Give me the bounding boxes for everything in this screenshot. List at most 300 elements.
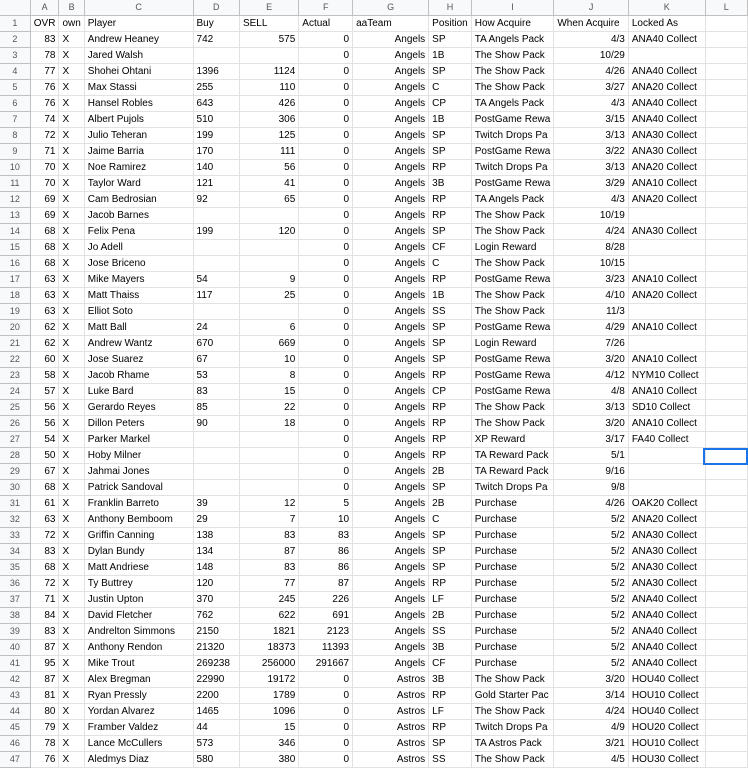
- cell[interactable]: ANA40 Collect: [628, 32, 705, 48]
- row-header[interactable]: 29: [0, 464, 30, 480]
- cell[interactable]: X: [59, 256, 84, 272]
- cell[interactable]: Matt Thaiss: [84, 288, 193, 304]
- cell[interactable]: 22990: [193, 672, 239, 688]
- cell[interactable]: 1465: [193, 704, 239, 720]
- cell[interactable]: 76: [30, 80, 59, 96]
- cell[interactable]: ANA10 Collect: [628, 416, 705, 432]
- cell[interactable]: 68: [30, 480, 59, 496]
- cell[interactable]: ANA40 Collect: [628, 640, 705, 656]
- cell[interactable]: Angels: [353, 560, 429, 576]
- cell[interactable]: [705, 336, 747, 352]
- cell[interactable]: [705, 560, 747, 576]
- cell[interactable]: 4/10: [554, 288, 629, 304]
- cell[interactable]: 18373: [239, 640, 298, 656]
- row-header[interactable]: 37: [0, 592, 30, 608]
- cell[interactable]: 0: [299, 416, 353, 432]
- cell[interactable]: Angels: [353, 592, 429, 608]
- cell[interactable]: 83: [239, 560, 298, 576]
- cell[interactable]: 90: [193, 416, 239, 432]
- cell[interactable]: 15: [239, 384, 298, 400]
- cell[interactable]: X: [59, 48, 84, 64]
- cell[interactable]: 10/15: [554, 256, 629, 272]
- row-header[interactable]: 43: [0, 688, 30, 704]
- cell[interactable]: 0: [299, 688, 353, 704]
- row-header[interactable]: 28: [0, 448, 30, 464]
- row-header[interactable]: 11: [0, 176, 30, 192]
- cell[interactable]: [239, 48, 298, 64]
- cell[interactable]: 3/13: [554, 160, 629, 176]
- cell[interactable]: 0: [299, 80, 353, 96]
- cell[interactable]: Angels: [353, 448, 429, 464]
- cell[interactable]: 83: [299, 528, 353, 544]
- cell[interactable]: 50: [30, 448, 59, 464]
- cell[interactable]: 67: [30, 464, 59, 480]
- cell[interactable]: [705, 272, 747, 288]
- cell[interactable]: 0: [299, 464, 353, 480]
- cell[interactable]: 4/12: [554, 368, 629, 384]
- cell[interactable]: Jacob Rhame: [84, 368, 193, 384]
- cell[interactable]: HOU10 Collect: [628, 688, 705, 704]
- cell[interactable]: 11/3: [554, 304, 629, 320]
- cell[interactable]: Angels: [353, 512, 429, 528]
- cell[interactable]: [705, 256, 747, 272]
- cell[interactable]: Andrelton Simmons: [84, 624, 193, 640]
- cell[interactable]: ANA20 Collect: [628, 512, 705, 528]
- cell[interactable]: [705, 128, 747, 144]
- cell[interactable]: 0: [299, 736, 353, 752]
- cell[interactable]: X: [59, 608, 84, 624]
- cell[interactable]: Angels: [353, 416, 429, 432]
- cell[interactable]: X: [59, 592, 84, 608]
- cell[interactable]: ANA10 Collect: [628, 384, 705, 400]
- cell[interactable]: 24: [193, 320, 239, 336]
- cell[interactable]: 0: [299, 720, 353, 736]
- cell[interactable]: [628, 480, 705, 496]
- cell[interactable]: Mike Mayers: [84, 272, 193, 288]
- cell[interactable]: Position: [429, 16, 472, 32]
- cell[interactable]: [239, 304, 298, 320]
- cell[interactable]: ANA30 Collect: [628, 544, 705, 560]
- cell[interactable]: Jose Briceno: [84, 256, 193, 272]
- cell[interactable]: 1124: [239, 64, 298, 80]
- cell[interactable]: [628, 240, 705, 256]
- cell[interactable]: RP: [429, 272, 472, 288]
- cell[interactable]: [705, 48, 747, 64]
- cell[interactable]: ANA20 Collect: [628, 160, 705, 176]
- cell[interactable]: X: [59, 288, 84, 304]
- cell[interactable]: X: [59, 32, 84, 48]
- cell[interactable]: PostGame Rewa: [471, 352, 554, 368]
- cell[interactable]: 95: [30, 656, 59, 672]
- cell[interactable]: 60: [30, 352, 59, 368]
- cell[interactable]: [705, 528, 747, 544]
- cell[interactable]: [705, 160, 747, 176]
- cell[interactable]: Angels: [353, 48, 429, 64]
- cell[interactable]: SS: [429, 304, 472, 320]
- cell[interactable]: The Show Pack: [471, 400, 554, 416]
- cell[interactable]: 53: [193, 368, 239, 384]
- cell[interactable]: SP: [429, 560, 472, 576]
- cell[interactable]: Angels: [353, 240, 429, 256]
- cell[interactable]: [628, 256, 705, 272]
- cell[interactable]: 74: [30, 112, 59, 128]
- cell[interactable]: Angels: [353, 608, 429, 624]
- cell[interactable]: Jaime Barria: [84, 144, 193, 160]
- cell[interactable]: [193, 48, 239, 64]
- cell[interactable]: 71: [30, 592, 59, 608]
- cell[interactable]: OAK20 Collect: [628, 496, 705, 512]
- cell[interactable]: SELL: [239, 16, 298, 32]
- cell[interactable]: 72: [30, 128, 59, 144]
- cell[interactable]: 1396: [193, 64, 239, 80]
- cell[interactable]: 9/8: [554, 480, 629, 496]
- cell[interactable]: HOU30 Collect: [628, 752, 705, 768]
- cell[interactable]: Angels: [353, 336, 429, 352]
- cell[interactable]: Jahmai Jones: [84, 464, 193, 480]
- cell[interactable]: 41: [239, 176, 298, 192]
- cell[interactable]: [705, 720, 747, 736]
- cell[interactable]: [239, 464, 298, 480]
- cell[interactable]: 5/2: [554, 624, 629, 640]
- cell[interactable]: [705, 32, 747, 48]
- cell[interactable]: 3/13: [554, 128, 629, 144]
- cell[interactable]: 306: [239, 112, 298, 128]
- column-header-h[interactable]: H: [429, 0, 472, 16]
- cell[interactable]: CF: [429, 656, 472, 672]
- cell[interactable]: Hansel Robles: [84, 96, 193, 112]
- cell[interactable]: Taylor Ward: [84, 176, 193, 192]
- cell[interactable]: 669: [239, 336, 298, 352]
- cell[interactable]: ANA10 Collect: [628, 352, 705, 368]
- cell[interactable]: 68: [30, 256, 59, 272]
- cell[interactable]: X: [59, 320, 84, 336]
- cell[interactable]: CP: [429, 384, 472, 400]
- cell[interactable]: [628, 336, 705, 352]
- cell[interactable]: SP: [429, 224, 472, 240]
- cell[interactable]: Angels: [353, 80, 429, 96]
- cell[interactable]: 83: [30, 624, 59, 640]
- cell[interactable]: 70: [30, 160, 59, 176]
- cell[interactable]: [705, 384, 747, 400]
- row-header[interactable]: 30: [0, 480, 30, 496]
- cell[interactable]: Jose Suarez: [84, 352, 193, 368]
- cell[interactable]: Angels: [353, 656, 429, 672]
- row-header[interactable]: 34: [0, 544, 30, 560]
- row-header[interactable]: 39: [0, 624, 30, 640]
- cell[interactable]: [705, 144, 747, 160]
- cell[interactable]: [193, 304, 239, 320]
- cell[interactable]: 3/15: [554, 112, 629, 128]
- cell[interactable]: Angels: [353, 320, 429, 336]
- cell[interactable]: Yordan Alvarez: [84, 704, 193, 720]
- cell[interactable]: ANA30 Collect: [628, 224, 705, 240]
- cell[interactable]: 7/26: [554, 336, 629, 352]
- cell[interactable]: 291667: [299, 656, 353, 672]
- cell[interactable]: Actual: [299, 16, 353, 32]
- cell[interactable]: Angels: [353, 640, 429, 656]
- cell[interactable]: 63: [30, 512, 59, 528]
- cell[interactable]: Angels: [353, 480, 429, 496]
- cell[interactable]: SP: [429, 736, 472, 752]
- cell[interactable]: 0: [299, 672, 353, 688]
- cell[interactable]: 77: [30, 64, 59, 80]
- cell[interactable]: 5/2: [554, 560, 629, 576]
- cell[interactable]: 170: [193, 144, 239, 160]
- cell[interactable]: Hoby Milner: [84, 448, 193, 464]
- cell[interactable]: SD10 Collect: [628, 400, 705, 416]
- row-header[interactable]: 46: [0, 736, 30, 752]
- cell[interactable]: 5/2: [554, 512, 629, 528]
- cell[interactable]: 0: [299, 48, 353, 64]
- cell[interactable]: ANA40 Collect: [628, 656, 705, 672]
- cell[interactable]: 8: [239, 368, 298, 384]
- cell[interactable]: Gold Starter Pac: [471, 688, 554, 704]
- row-header[interactable]: 41: [0, 656, 30, 672]
- cell[interactable]: X: [59, 448, 84, 464]
- cell[interactable]: 0: [299, 96, 353, 112]
- selected-cell[interactable]: [703, 448, 748, 465]
- cell[interactable]: [705, 512, 747, 528]
- cell[interactable]: 0: [299, 128, 353, 144]
- cell[interactable]: [705, 112, 747, 128]
- cell[interactable]: Angels: [353, 112, 429, 128]
- cell[interactable]: 110: [239, 80, 298, 96]
- cell[interactable]: X: [59, 384, 84, 400]
- cell[interactable]: Albert Pujols: [84, 112, 193, 128]
- cell[interactable]: X: [59, 416, 84, 432]
- cell[interactable]: X: [59, 304, 84, 320]
- cell[interactable]: 120: [239, 224, 298, 240]
- cell[interactable]: RP: [429, 368, 472, 384]
- cell[interactable]: [705, 480, 747, 496]
- cell[interactable]: Parker Markel: [84, 432, 193, 448]
- cell[interactable]: Angels: [353, 288, 429, 304]
- cell[interactable]: The Show Pack: [471, 224, 554, 240]
- cell[interactable]: 3/14: [554, 688, 629, 704]
- cell[interactable]: ANA30 Collect: [628, 528, 705, 544]
- cell[interactable]: [628, 464, 705, 480]
- cell[interactable]: SP: [429, 480, 472, 496]
- row-header[interactable]: 47: [0, 752, 30, 768]
- row-header[interactable]: 16: [0, 256, 30, 272]
- column-header-b[interactable]: B: [59, 0, 84, 16]
- cell[interactable]: Dylan Bundy: [84, 544, 193, 560]
- cell[interactable]: X: [59, 112, 84, 128]
- cell[interactable]: 86: [299, 544, 353, 560]
- cell[interactable]: TA Angels Pack: [471, 32, 554, 48]
- cell[interactable]: [239, 480, 298, 496]
- cell[interactable]: Ryan Pressly: [84, 688, 193, 704]
- cell[interactable]: [705, 16, 747, 32]
- cell[interactable]: [705, 192, 747, 208]
- cell[interactable]: 346: [239, 736, 298, 752]
- cell[interactable]: [705, 416, 747, 432]
- cell[interactable]: 44: [193, 720, 239, 736]
- cell[interactable]: Anthony Bemboom: [84, 512, 193, 528]
- cell[interactable]: [705, 176, 747, 192]
- cell[interactable]: 5/2: [554, 608, 629, 624]
- cell[interactable]: X: [59, 128, 84, 144]
- cell[interactable]: Purchase: [471, 624, 554, 640]
- row-header[interactable]: 1: [0, 16, 30, 32]
- cell[interactable]: X: [59, 576, 84, 592]
- cell[interactable]: X: [59, 208, 84, 224]
- cell[interactable]: Astros: [353, 672, 429, 688]
- cell[interactable]: ANA30 Collect: [628, 128, 705, 144]
- cell[interactable]: 111: [239, 144, 298, 160]
- cell[interactable]: Anthony Rendon: [84, 640, 193, 656]
- cell[interactable]: [705, 464, 747, 480]
- cell[interactable]: 83: [239, 528, 298, 544]
- cell[interactable]: 62: [30, 320, 59, 336]
- row-header[interactable]: 13: [0, 208, 30, 224]
- cell[interactable]: [239, 432, 298, 448]
- cell[interactable]: [705, 208, 747, 224]
- row-header[interactable]: 19: [0, 304, 30, 320]
- cell[interactable]: 1B: [429, 288, 472, 304]
- cell[interactable]: Astros: [353, 736, 429, 752]
- cell[interactable]: X: [59, 192, 84, 208]
- cell[interactable]: The Show Pack: [471, 704, 554, 720]
- cell[interactable]: X: [59, 368, 84, 384]
- cell[interactable]: [628, 48, 705, 64]
- cell[interactable]: 138: [193, 528, 239, 544]
- cell[interactable]: 8/28: [554, 240, 629, 256]
- cell[interactable]: Purchase: [471, 656, 554, 672]
- cell[interactable]: SP: [429, 64, 472, 80]
- cell[interactable]: TA Reward Pack: [471, 464, 554, 480]
- row-header[interactable]: 3: [0, 48, 30, 64]
- cell[interactable]: Astros: [353, 688, 429, 704]
- cell[interactable]: TA Angels Pack: [471, 192, 554, 208]
- cell[interactable]: 71: [30, 144, 59, 160]
- cell[interactable]: 69: [30, 208, 59, 224]
- cell[interactable]: 4/3: [554, 96, 629, 112]
- column-header-f[interactable]: F: [299, 0, 353, 16]
- cell[interactable]: Aledmys Diaz: [84, 752, 193, 768]
- cell[interactable]: Login Reward: [471, 240, 554, 256]
- cell[interactable]: Angels: [353, 128, 429, 144]
- row-header[interactable]: 33: [0, 528, 30, 544]
- cell[interactable]: SP: [429, 144, 472, 160]
- cell[interactable]: SP: [429, 336, 472, 352]
- cell[interactable]: Angels: [353, 352, 429, 368]
- cell[interactable]: [239, 256, 298, 272]
- cell[interactable]: 762: [193, 608, 239, 624]
- cell[interactable]: CF: [429, 240, 472, 256]
- cell[interactable]: [193, 448, 239, 464]
- cell[interactable]: 21320: [193, 640, 239, 656]
- cell[interactable]: X: [59, 736, 84, 752]
- cell[interactable]: 56: [30, 416, 59, 432]
- cell[interactable]: RP: [429, 688, 472, 704]
- cell[interactable]: ANA20 Collect: [628, 288, 705, 304]
- row-header[interactable]: 12: [0, 192, 30, 208]
- row-header[interactable]: 27: [0, 432, 30, 448]
- cell[interactable]: ANA10 Collect: [628, 320, 705, 336]
- cell[interactable]: RP: [429, 400, 472, 416]
- cell[interactable]: 148: [193, 560, 239, 576]
- cell[interactable]: ANA20 Collect: [628, 192, 705, 208]
- cell[interactable]: 5/2: [554, 576, 629, 592]
- cell[interactable]: 3/27: [554, 80, 629, 96]
- cell[interactable]: RP: [429, 208, 472, 224]
- cell[interactable]: ANA40 Collect: [628, 608, 705, 624]
- cell[interactable]: 226: [299, 592, 353, 608]
- cell[interactable]: [193, 208, 239, 224]
- cell[interactable]: 3/13: [554, 400, 629, 416]
- cell[interactable]: The Show Pack: [471, 672, 554, 688]
- cell[interactable]: Angels: [353, 144, 429, 160]
- cell[interactable]: ANA40 Collect: [628, 592, 705, 608]
- cell[interactable]: 1B: [429, 112, 472, 128]
- cell[interactable]: SS: [429, 624, 472, 640]
- cell[interactable]: PostGame Rewa: [471, 176, 554, 192]
- cell[interactable]: Astros: [353, 704, 429, 720]
- cell[interactable]: 0: [299, 240, 353, 256]
- cell[interactable]: 72: [30, 528, 59, 544]
- column-header-g[interactable]: G: [353, 0, 429, 16]
- cell[interactable]: 6: [239, 320, 298, 336]
- cell[interactable]: How Acquire: [471, 16, 554, 32]
- cell[interactable]: 70: [30, 176, 59, 192]
- cell[interactable]: 54: [30, 432, 59, 448]
- cell[interactable]: [705, 672, 747, 688]
- cell[interactable]: 10: [239, 352, 298, 368]
- cell[interactable]: 83: [193, 384, 239, 400]
- row-header[interactable]: 15: [0, 240, 30, 256]
- cell[interactable]: The Show Pack: [471, 80, 554, 96]
- cell[interactable]: Purchase: [471, 528, 554, 544]
- cell[interactable]: [193, 432, 239, 448]
- cell[interactable]: Griffin Canning: [84, 528, 193, 544]
- cell[interactable]: ANA40 Collect: [628, 112, 705, 128]
- cell[interactable]: 56: [30, 400, 59, 416]
- cell[interactable]: 4/9: [554, 720, 629, 736]
- cell[interactable]: 78: [30, 736, 59, 752]
- row-header[interactable]: 31: [0, 496, 30, 512]
- cell[interactable]: 3B: [429, 672, 472, 688]
- cell[interactable]: Angels: [353, 304, 429, 320]
- cell[interactable]: 2B: [429, 496, 472, 512]
- cell[interactable]: 68: [30, 560, 59, 576]
- cell[interactable]: Purchase: [471, 560, 554, 576]
- cell[interactable]: Matt Andriese: [84, 560, 193, 576]
- cell[interactable]: 0: [299, 336, 353, 352]
- cell[interactable]: 3B: [429, 640, 472, 656]
- row-header[interactable]: 42: [0, 672, 30, 688]
- cell[interactable]: X: [59, 272, 84, 288]
- cell[interactable]: 87: [239, 544, 298, 560]
- column-header-d[interactable]: D: [193, 0, 239, 16]
- cell[interactable]: Angels: [353, 272, 429, 288]
- cell[interactable]: [705, 352, 747, 368]
- cell[interactable]: [705, 544, 747, 560]
- cell[interactable]: PostGame Rewa: [471, 368, 554, 384]
- cell[interactable]: 4/5: [554, 752, 629, 768]
- cell[interactable]: 11393: [299, 640, 353, 656]
- cell[interactable]: SP: [429, 544, 472, 560]
- column-header-k[interactable]: K: [628, 0, 705, 16]
- cell[interactable]: 580: [193, 752, 239, 768]
- cell[interactable]: 0: [299, 192, 353, 208]
- cell[interactable]: 117: [193, 288, 239, 304]
- cell[interactable]: RP: [429, 576, 472, 592]
- cell[interactable]: 10: [299, 512, 353, 528]
- cell[interactable]: 0: [299, 64, 353, 80]
- cell[interactable]: 4/8: [554, 384, 629, 400]
- cell[interactable]: 3/17: [554, 432, 629, 448]
